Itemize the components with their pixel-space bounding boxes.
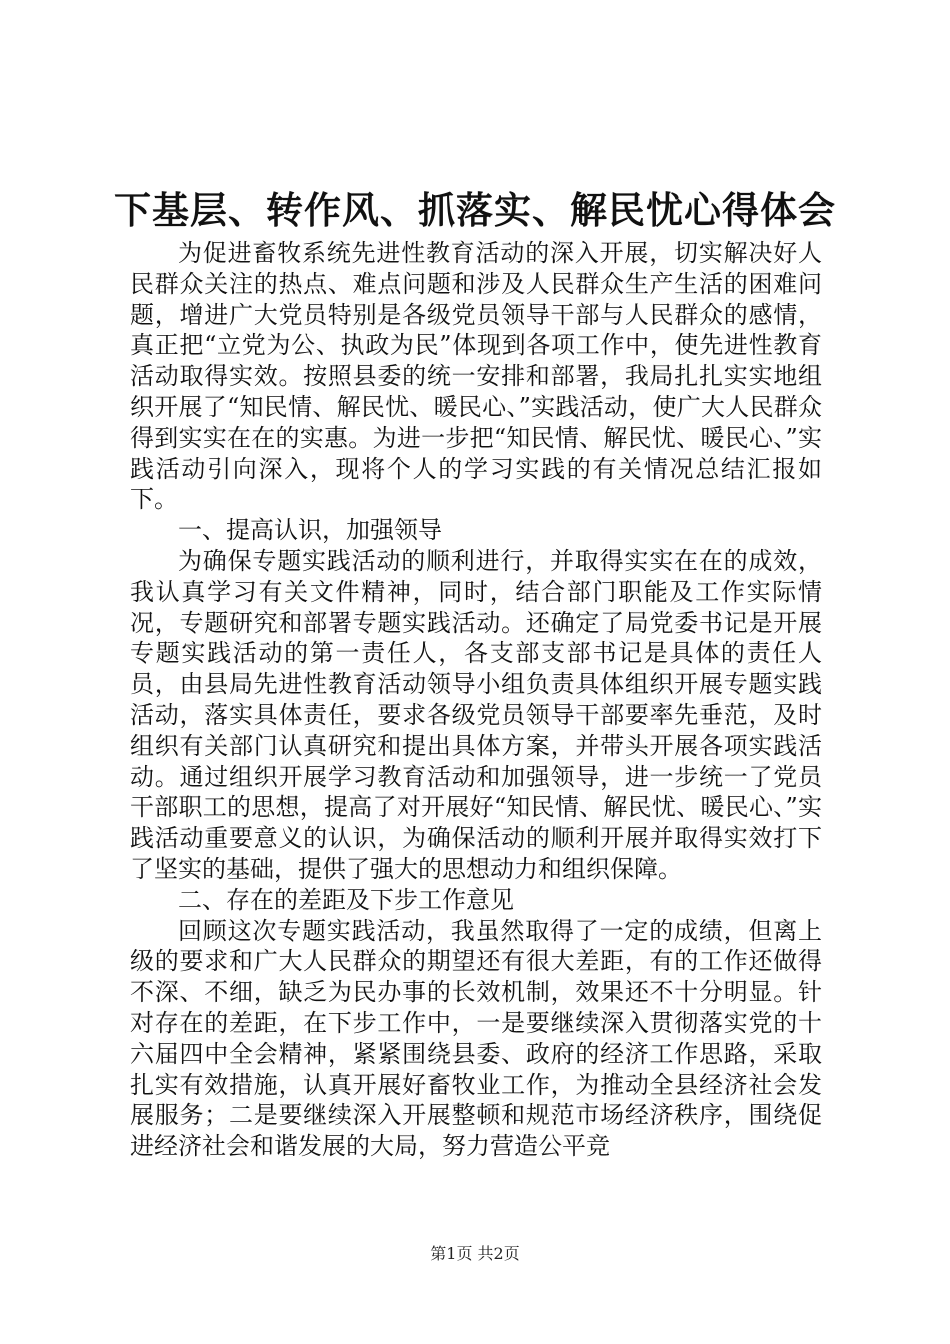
paragraph-section-2: 回顾这次专题实践活动，我虽然取得了一定的成绩，但离上级的要求和广大人民群众的期望还有很大差距，有的工作还做得不深、不细，缺乏为民办事的长效机制，效果还不十分明显。针对存在的差距，在下步工作中，一是要继续深入贯彻落实党的十六届四中全会精神，紧紧围绕县委、政府的经济工作思路，采取扎实有效措施，认真开展好畜牧业工作，为推动全县经济社会发展服务；二是要继续深入开展整顿和规范市场经济秩序，围绕促进经济社会和谐发展的大局，努力营造公平竞 — [130, 916, 822, 1161]
document-title: 下基层、转作风、抓落实、解民忧心得体会 — [114, 188, 836, 232]
paragraph-section-1: 为确保专题实践活动的顺利进行，并取得实实在在的成效，我认真学习有关文件精神，同时，结合部门职能及工作实际情况，专题研究和部署专题实践活动。还确定了局党委书记是开展专题实践活动的第一责任人，各支部支部书记是具体的责任人员，由县局先进性教育活动领导小组负责具体组织开展专题实践活动，落实具体责任，要求各级党员领导干部要率先垂范，及时组织有关部门认真研究和提出具体方案，并带头开展各项实践活动。通过组织开展学习教育活动和加强领导，进一步统一了党员干部职工的思想，提高了对开展好“知民情、解民忧、暖民心、”实践活动重要意义的认识，为确保活动的顺利开展并取得实效打下了坚实的基础，提供了强大的思想动力和组织保障。 — [130, 546, 822, 883]
document-body — [130, 238, 822, 1162]
section-heading-2: 二、存在的差距及下步工作意见 — [178, 885, 514, 914]
page-number-footer: 第1页 共2页 — [430, 1244, 520, 1263]
paragraph-intro: 为促进畜牧系统先进性教育活动的深入开展，切实解决好人民群众关注的热点、难点问题和涉及人民群众生产生活的困难问题，增进广大党员特别是各级党员领导干部与人民群众的感情，真正把“立党为公、执政为民”体现到各项工作中，使先进性教育活动取得实效。按照县委的统一安排和部署，我局扎扎实实地组织开展了“知民情、解民忧、暖民心、”实践活动，使广大人民群众得到实实在在的实惠。为进一步把“知民情、解民忧、暖民心、”实践活动引向深入，现将个人的学习实践的有关情况总结汇报如下。 — [130, 239, 822, 514]
section-heading-1: 一、提高认识，加强领导 — [178, 516, 442, 545]
